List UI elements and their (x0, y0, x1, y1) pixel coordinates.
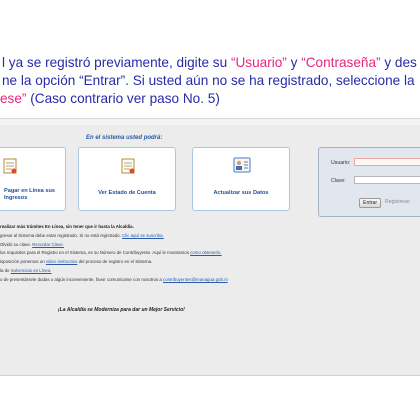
info-block (0, 223, 320, 285)
divider (0, 119, 420, 125)
pay-online-card[interactable] (0, 147, 66, 211)
password-input[interactable] (354, 176, 420, 184)
solvencias-link[interactable]: Solvencias en Línea. (10, 267, 52, 273)
document-icon (121, 158, 135, 174)
update-data-card[interactable] (192, 147, 290, 211)
usuario-highlight: “Usuario” (230, 55, 287, 70)
email-link[interactable]: contribuyentes@managua.gob.ni (163, 276, 228, 282)
password-label: Clave: (331, 178, 346, 184)
login-box (318, 147, 420, 217)
info-line: isposición ponemos un video instructivo del proceso de registro en el Sistema. (0, 259, 153, 265)
recover-password-link[interactable]: Recordar Clave. (32, 241, 64, 247)
info-line: gresar al Sistema debe estar registrado. Si no está registrado. Clic aquí se suscriba. (0, 232, 164, 238)
slogan: ¡La Alcaldía se Moderniza para dar un Mejor Servicio! (58, 307, 185, 313)
registrese-highlight: ese” (0, 91, 27, 106)
account-status-card[interactable] (78, 147, 176, 211)
pay-online-label: Pagar en Línea sus Ingresos (4, 188, 55, 201)
document-icon (3, 158, 17, 174)
instructions-text (0, 54, 420, 108)
info-line: la de Solvencias en Línea. (0, 267, 52, 273)
info-line: o de presentársele dudas o algún inconveniente, favor comunicarse con nosotros a contribuyentes@managua.gob.ni (0, 276, 228, 282)
instructions-line-1: l ya se registró previamente, digite su “Usuario” y “Contraseña” y des (2, 55, 417, 70)
contrasena-highlight: “Contraseña” (301, 55, 381, 70)
register-link[interactable]: Registrese (385, 199, 410, 205)
portal-screenshot (0, 118, 420, 376)
video-link[interactable]: video instructivo (45, 259, 78, 265)
info-heading: realizar más trámites En Línea, sin tener que ir hasta la Alcaldía. (0, 224, 134, 229)
submit-button[interactable]: Entrar (359, 198, 381, 208)
update-data-label: Actualizar sus Datos (213, 190, 269, 196)
instructions-line-3: ese” (Caso contrario ver paso No. 5) (0, 91, 220, 106)
how-to-obtain-link[interactable]: como obtenerlo. (190, 250, 222, 256)
section-title: En el sistema usted podrá: (86, 135, 163, 141)
subscribe-link[interactable]: Clic aquí se suscriba. (122, 232, 164, 238)
user-input[interactable] (354, 158, 420, 166)
info-line: Olvidó su clave. Recordar Clave. (0, 241, 64, 247)
profile-card-icon (233, 156, 251, 174)
user-label: Usuario: (331, 160, 351, 166)
instructions-line-2: ne la opción “Entrar”. Si usted aún no se ha registrado, seleccione la (2, 73, 415, 88)
info-line: los requisitos para el Registro en el Sistema, es su Número de Contribuyente. Aquí le mostramos como obtenerlo. (0, 250, 222, 256)
account-status-label: Ver Estado de Cuenta (98, 190, 156, 196)
